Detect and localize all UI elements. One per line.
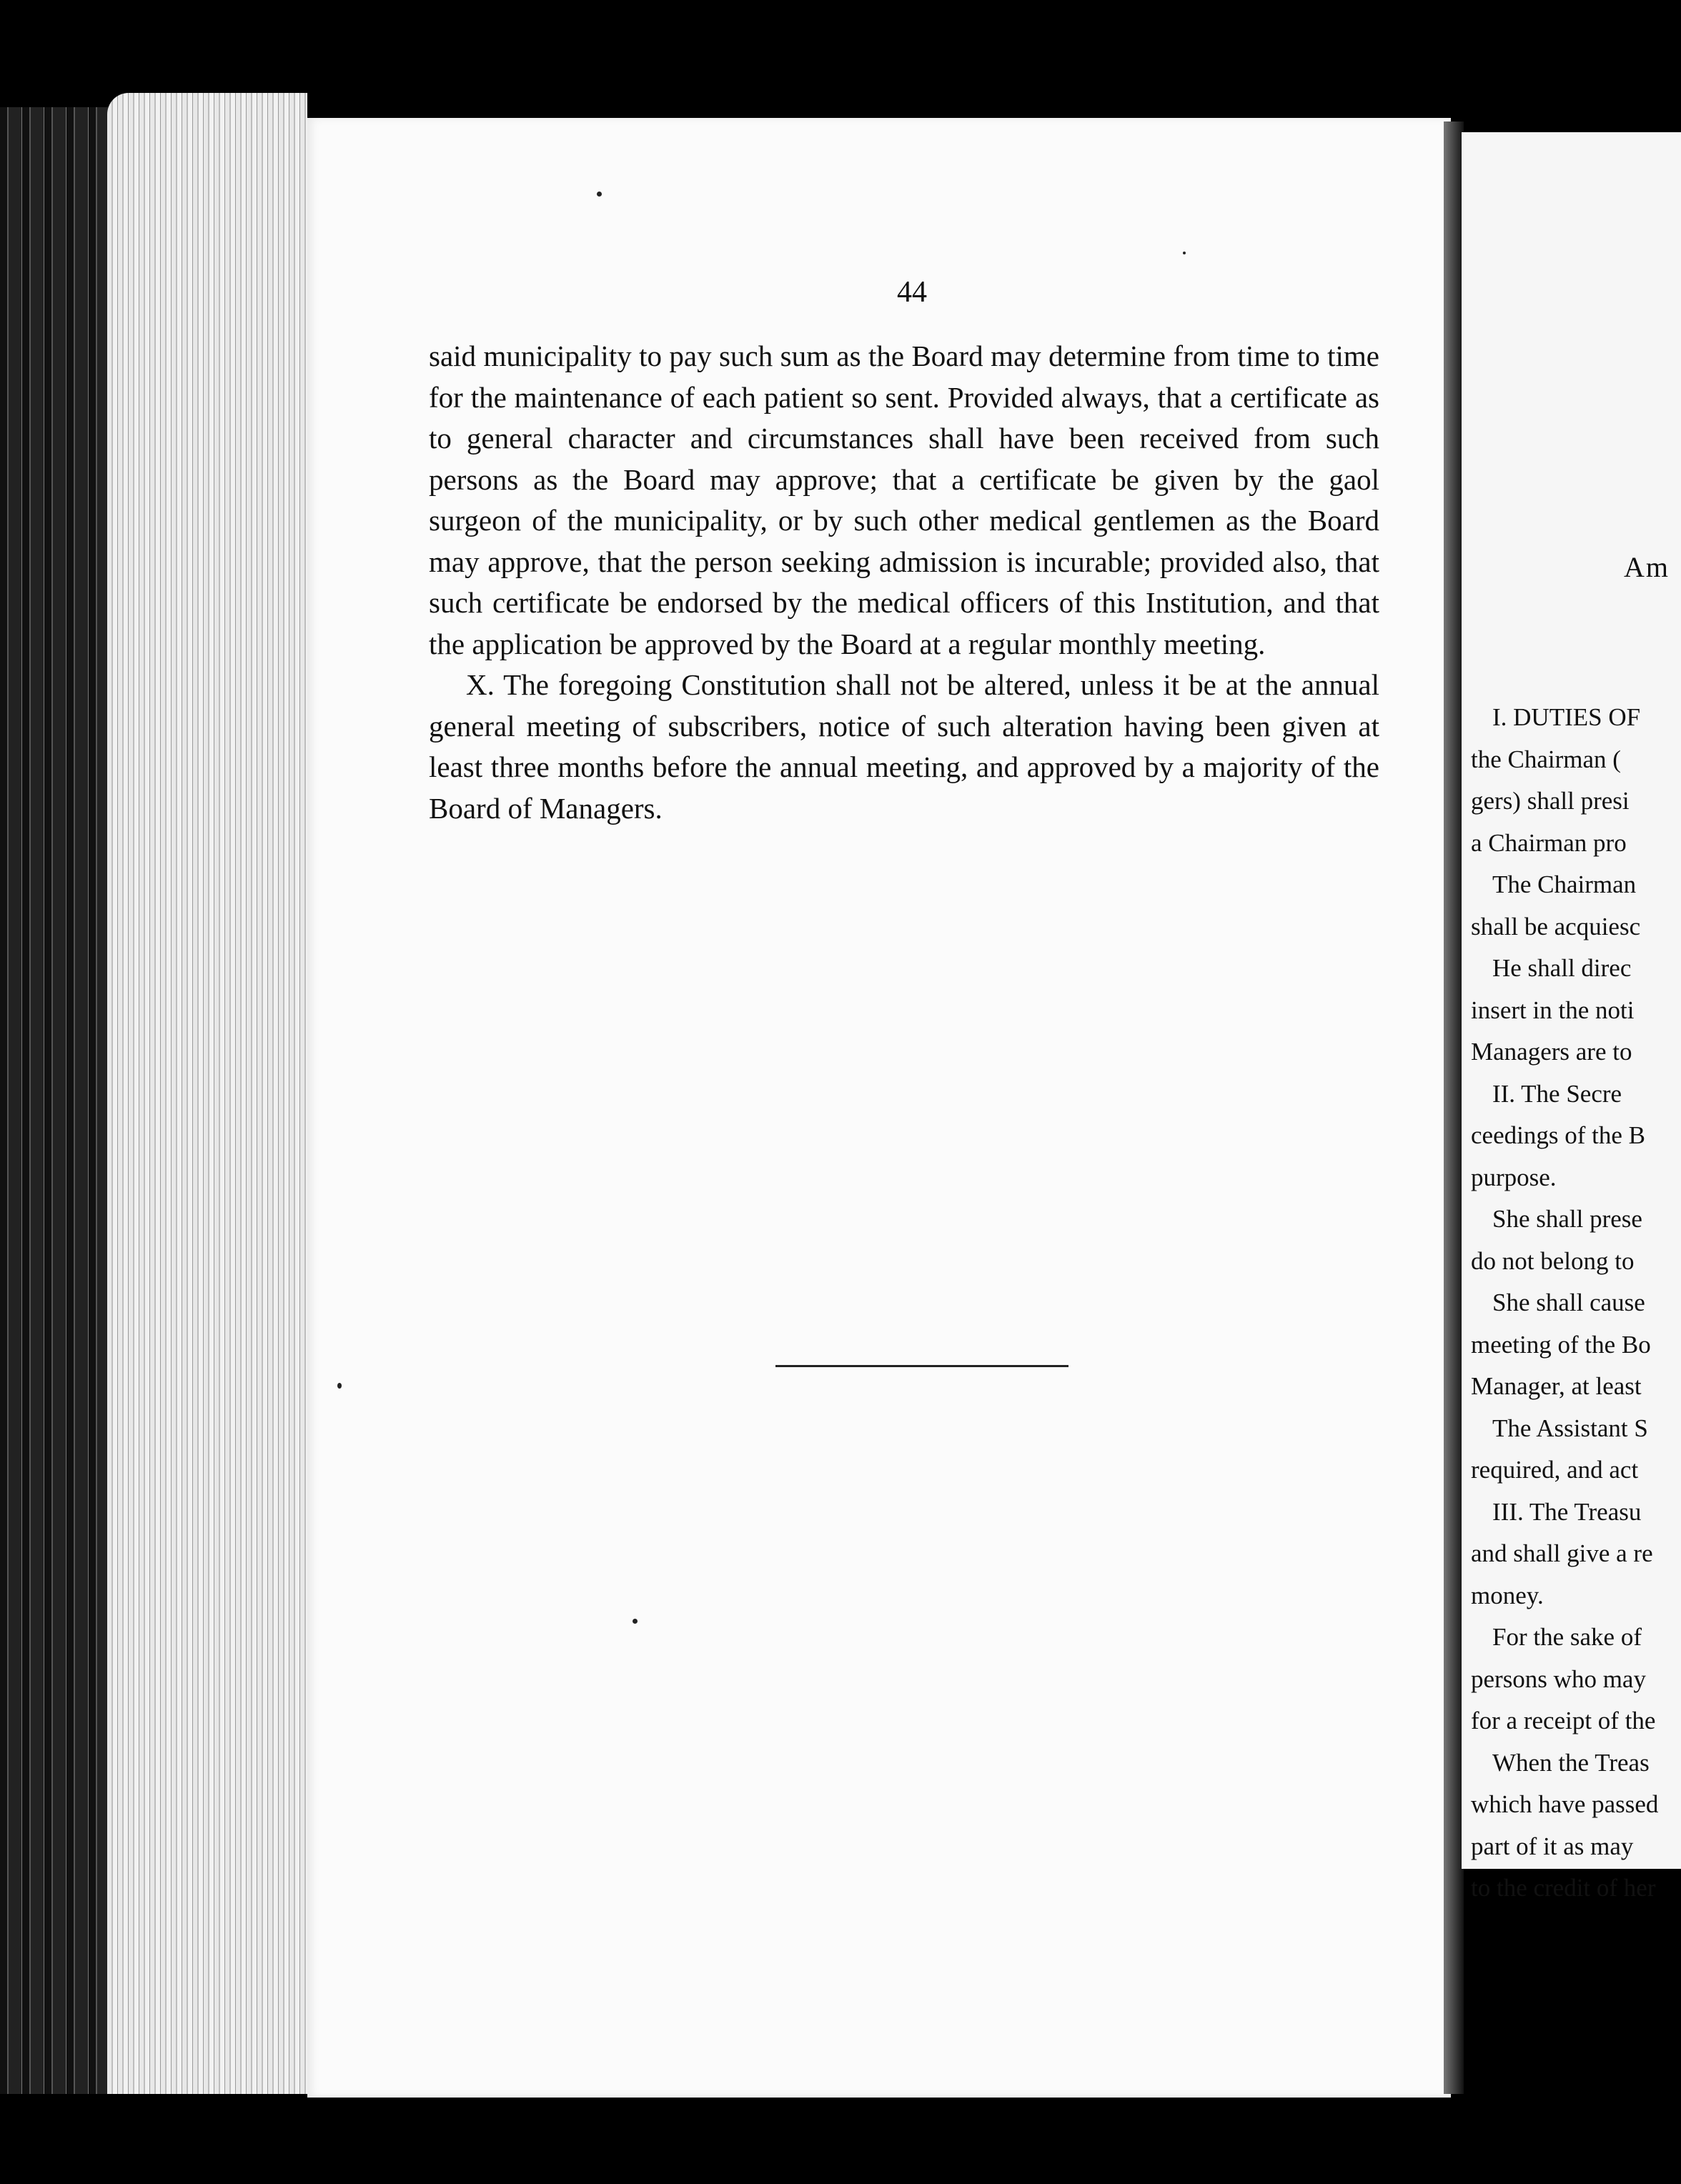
- facing-page-line: Manager, at least: [1471, 1372, 1642, 1400]
- facing-page-line: part of it as may: [1471, 1832, 1634, 1860]
- speck: [597, 192, 602, 197]
- facing-page-line: to the credit of her: [1471, 1874, 1656, 1902]
- facing-page-line: ceedings of the B: [1471, 1121, 1645, 1149]
- facing-page-text: [1471, 697, 1681, 1910]
- facing-page-line: She shall prese: [1492, 1205, 1642, 1233]
- section-divider: [775, 1365, 1068, 1367]
- facing-page-line: III. The Treasu: [1492, 1497, 1642, 1526]
- facing-page-line: the Chairman (: [1471, 745, 1621, 773]
- facing-page-line: Managers are to: [1471, 1038, 1632, 1066]
- speck: [337, 1383, 342, 1389]
- speck: [1183, 252, 1186, 254]
- facing-page-line: I. DUTIES OF: [1492, 703, 1641, 731]
- paragraph-clause-x: X. The foregoing Constitution shall not be altered, unless it be at the annual general meeting of subscribers, notice of such alteration having been given at least three months before the annual meeting, and approved by a majority of the Board of Managers.: [429, 668, 1379, 825]
- facing-page-line: shall be acquiesc: [1471, 912, 1641, 940]
- facing-page-line: a Chairman pro: [1471, 828, 1627, 857]
- facing-page-line: purpose.: [1471, 1163, 1557, 1191]
- facing-page-line: do not belong to: [1471, 1246, 1635, 1275]
- facing-page-line: persons who may: [1471, 1664, 1646, 1693]
- book-gutter: [1444, 121, 1464, 2094]
- facing-page-line: The Chairman: [1492, 870, 1637, 898]
- facing-page-heading: Am: [1624, 551, 1670, 583]
- facing-page-line: money.: [1471, 1581, 1544, 1609]
- facing-page-line: The Assistant S: [1492, 1414, 1648, 1442]
- facing-page-line: For the sake of: [1492, 1623, 1642, 1651]
- page-number: 44: [897, 276, 927, 309]
- facing-page-line: required, and act: [1471, 1456, 1639, 1484]
- facing-page-line: which have passed: [1471, 1790, 1659, 1818]
- speck: [633, 1619, 638, 1624]
- facing-page-line: She shall cause: [1492, 1289, 1645, 1316]
- facing-page-line: for a receipt of the: [1471, 1707, 1656, 1734]
- facing-page-line: meeting of the Bo: [1471, 1330, 1651, 1359]
- facing-page-line: He shall direc: [1492, 954, 1632, 982]
- page-body: [429, 336, 1379, 829]
- page-stack-edges: [107, 93, 307, 2094]
- facing-page-line: gers) shall presi: [1471, 787, 1630, 815]
- facing-page-line: When the Treas: [1492, 1748, 1650, 1777]
- facing-page-line: insert in the noti: [1471, 996, 1635, 1024]
- paragraph-continuation: said municipality to pay such sum as the Board may determine from time to time for the maintenance of each patient so sent. Provided always, that a certificate as to general character and circumstances shall have been received from such persons as the Board may approve; that a certificate be given by the gaol surgeon of the municipality, or by such other medical gentlemen as the Board may approve, that the person seeking admission is incurable; provided also, that such certificate be endorsed by the medical officers of this Institution, and that the application be approved by the Board at a regular monthly meeting.: [429, 339, 1379, 660]
- facing-page-line: II. The Secre: [1492, 1079, 1622, 1108]
- book-spine-edges: [0, 107, 122, 2094]
- facing-page-line: and shall give a re: [1471, 1539, 1653, 1567]
